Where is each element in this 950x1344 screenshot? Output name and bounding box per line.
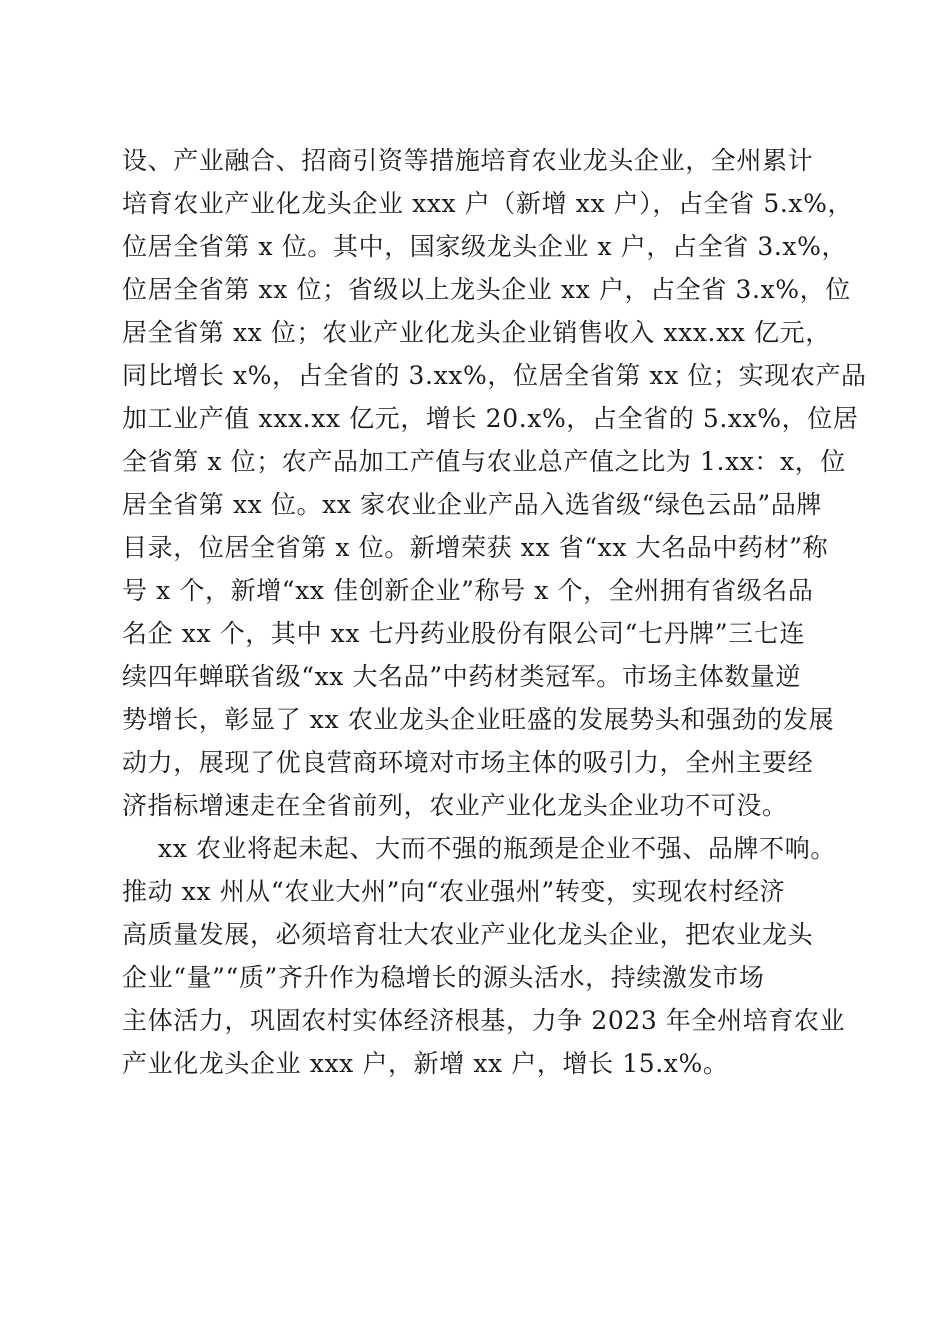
- text-line: 加工业产值 xxx.xx 亿元，增长 20.x%，占全省的 5.xx%，位居: [122, 404, 859, 433]
- text-line: 培育农业产业化龙头企业 xxx 户（新增 xx 户），占全省 5.x%，: [122, 189, 854, 218]
- text-line: 号 x 个，新增“xx 佳创新企业”称号 x 个，全州拥有省级名品: [122, 576, 814, 605]
- text-line: 续四年蝉联省级“xx 大名品”中药材类冠军。市场主体数量逆: [122, 662, 802, 691]
- text-line: 全省第 x 位；农产品加工产值与农业总产值之比为 1.xx：x，位: [122, 447, 846, 476]
- paragraph-start-line: xx 农业将起未起、大而不强的瓶颈是企业不强、品牌不响。: [158, 834, 836, 863]
- text-line: 居全省第 xx 位；农业产业化龙头企业销售收入 xxx.xx 亿元，: [122, 318, 831, 347]
- text-line: 居全省第 xx 位。xx 家农业企业产品入选省级“绿色云品”品牌: [122, 490, 823, 519]
- text-line: 位居全省第 x 位。其中，国家级龙头企业 x 户，占全省 3.x%，: [122, 232, 848, 261]
- text-line: 高质量发展，必须培育壮大农业产业化龙头企业，把农业龙头: [122, 920, 814, 949]
- text-line: 企业“量”“质”齐升作为稳增长的源头活水，持续激发市场: [122, 963, 765, 992]
- text-line: 位居全省第 xx 位；省级以上龙头企业 xx 户，占全省 3.x%，位: [122, 275, 851, 304]
- text-line: 主体活力，巩固农村实体经济根基，力争 2023 年全州培育农业: [122, 1006, 846, 1035]
- text-line: 济指标增速走在全省前列，农业产业化龙头企业功不可没。: [122, 791, 788, 820]
- text-line: 名企 xx 个，其中 xx 七丹药业股份有限公司“七丹牌”三七连: [122, 619, 805, 648]
- text-line: 同比增长 x%，占全省的 3.xx%，位居全省第 xx 位；实现农产品: [122, 361, 867, 390]
- text-line: 产业化龙头企业 xxx 户，新增 xx 户，增长 15.x%。: [122, 1049, 729, 1078]
- text-line: 目录，位居全省第 x 位。新增荣获 xx 省“xx 大名品中药材”称: [122, 533, 829, 562]
- text-line: 势增长，彰显了 xx 农业龙头企业旺盛的发展势头和强劲的发展: [122, 705, 835, 734]
- text-line: 动力，展现了优良营商环境对市场主体的吸引力，全州主要经: [122, 748, 814, 777]
- text-line: 设、产业融合、招商引资等措施培育农业龙头企业，全州累计: [122, 146, 814, 175]
- text-line: 推动 xx 州从“农业大州”向“农业强州”转变，实现农村经济: [122, 877, 786, 906]
